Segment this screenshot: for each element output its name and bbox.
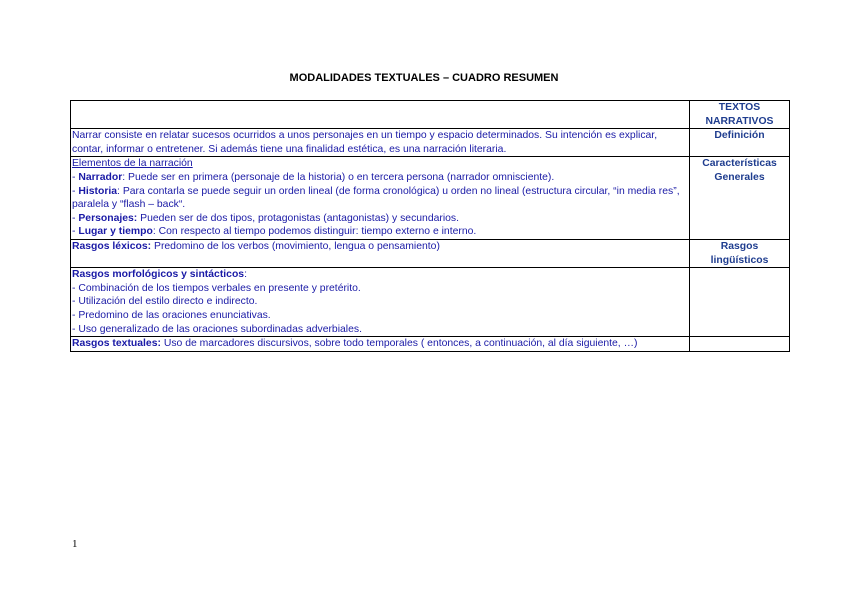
- textual-row: [71, 337, 790, 352]
- characteristics-row: [71, 157, 790, 240]
- morphological-cell: [71, 268, 690, 337]
- morphological-heading: [72, 268, 688, 282]
- list-item: - Uso generalizado de las oraciones subordinadas adverbiales.: [72, 323, 362, 335]
- item-term: Historia: [78, 185, 118, 197]
- list-item: - Historia: Para contarla se puede seguir un orden lineal (de forma cronológica) u orden no lineal (estructura circular, “in media res”, paralela y “flash – back“.: [72, 185, 680, 211]
- definition-text: Narrar consiste en relatar sucesos ocurridos a unos personajes en un tiempo y espacio determinados. Su intención es explicar, contar, informar o entretener. Si además tiene una finalidad estética, es una narración literaria.: [71, 129, 690, 157]
- linguistic-label: Rasgos lingüísticos: [690, 239, 790, 267]
- list-item: - Utilización del estilo directo e indirecto.: [72, 296, 258, 308]
- definition-label: Definición: [690, 129, 790, 157]
- item-text: : Puede ser en primera (personaje de la historia) o en tercera persona (narrador omnisciente).: [122, 171, 555, 183]
- item-term: Narrador: [78, 171, 123, 183]
- document-title: MODALIDADES TEXTUALES – CUADRO RESUMEN: [289, 72, 559, 84]
- lexical-text: Predomino de los verbos (movimiento, lengua o pensamiento): [151, 240, 440, 252]
- textual-term: Rasgos textuales:: [72, 338, 161, 350]
- characteristics-cell: [71, 157, 690, 240]
- list-item: - Predomino de las oraciones enunciativas.: [72, 309, 271, 321]
- item-text: Uso generalizado de las oraciones subordinadas adverbiales.: [78, 323, 362, 335]
- lexical-term: Rasgos léxicos:: [72, 240, 152, 252]
- item-term: Personajes:: [78, 212, 138, 224]
- item-text: Utilización del estilo directo e indirecto.: [78, 296, 258, 308]
- morphological-row: [71, 268, 790, 337]
- textual-cell: [71, 337, 690, 352]
- lexical-cell: [71, 239, 690, 267]
- header-empty-cell: [71, 101, 690, 129]
- morphological-empty-cell: [690, 268, 790, 337]
- list-item: - Narrador: Puede ser en primera (personaje de la historia) o en tercera persona (narrador omnisciente).: [72, 171, 555, 183]
- characteristics-label: Características Generales: [690, 157, 790, 240]
- morphological-term: Rasgos morfológicos y sintácticos: [72, 269, 245, 281]
- characteristics-heading: Elementos de la narración: [72, 158, 193, 170]
- summary-table: [70, 100, 790, 352]
- textual-empty-cell: [690, 337, 790, 352]
- item-text: : Para contarla se puede seguir un orden lineal (de forma cronológica) u orden no lineal (estructura circular, “in media res”, paralela y “flash – back“.: [72, 185, 680, 211]
- definition-row: [71, 129, 790, 157]
- item-text: : Con respecto al tiempo podemos distinguir: tiempo externo e interno.: [152, 226, 477, 238]
- list-item: - Lugar y tiempo: Con respecto al tiempo podemos distinguir: tiempo externo e interno.: [72, 226, 477, 238]
- page-number: 1: [72, 538, 78, 550]
- header-column-label: TEXTOS NARRATIVOS: [690, 101, 790, 129]
- list-item: - Combinación de los tiempos verbales en presente y pretérito.: [72, 282, 361, 294]
- textual-text: Uso de marcadores discursivos, sobre todo temporales ( entonces, a continuación, al día siguiente, …): [160, 338, 638, 350]
- item-text: Predomino de las oraciones enunciativas.: [78, 309, 271, 321]
- item-text: Combinación de los tiempos verbales en presente y pretérito.: [78, 282, 361, 294]
- item-text: Pueden ser de dos tipos, protagonistas (antagonistas) y secundarios.: [137, 212, 460, 224]
- list-item: - Personajes: Pueden ser de dos tipos, protagonistas (antagonistas) y secundarios.: [72, 212, 460, 224]
- table-header-row: [71, 101, 790, 129]
- morphological-suffix: :: [244, 269, 247, 281]
- item-term: Lugar y tiempo: [78, 226, 153, 238]
- lexical-row: [71, 239, 790, 267]
